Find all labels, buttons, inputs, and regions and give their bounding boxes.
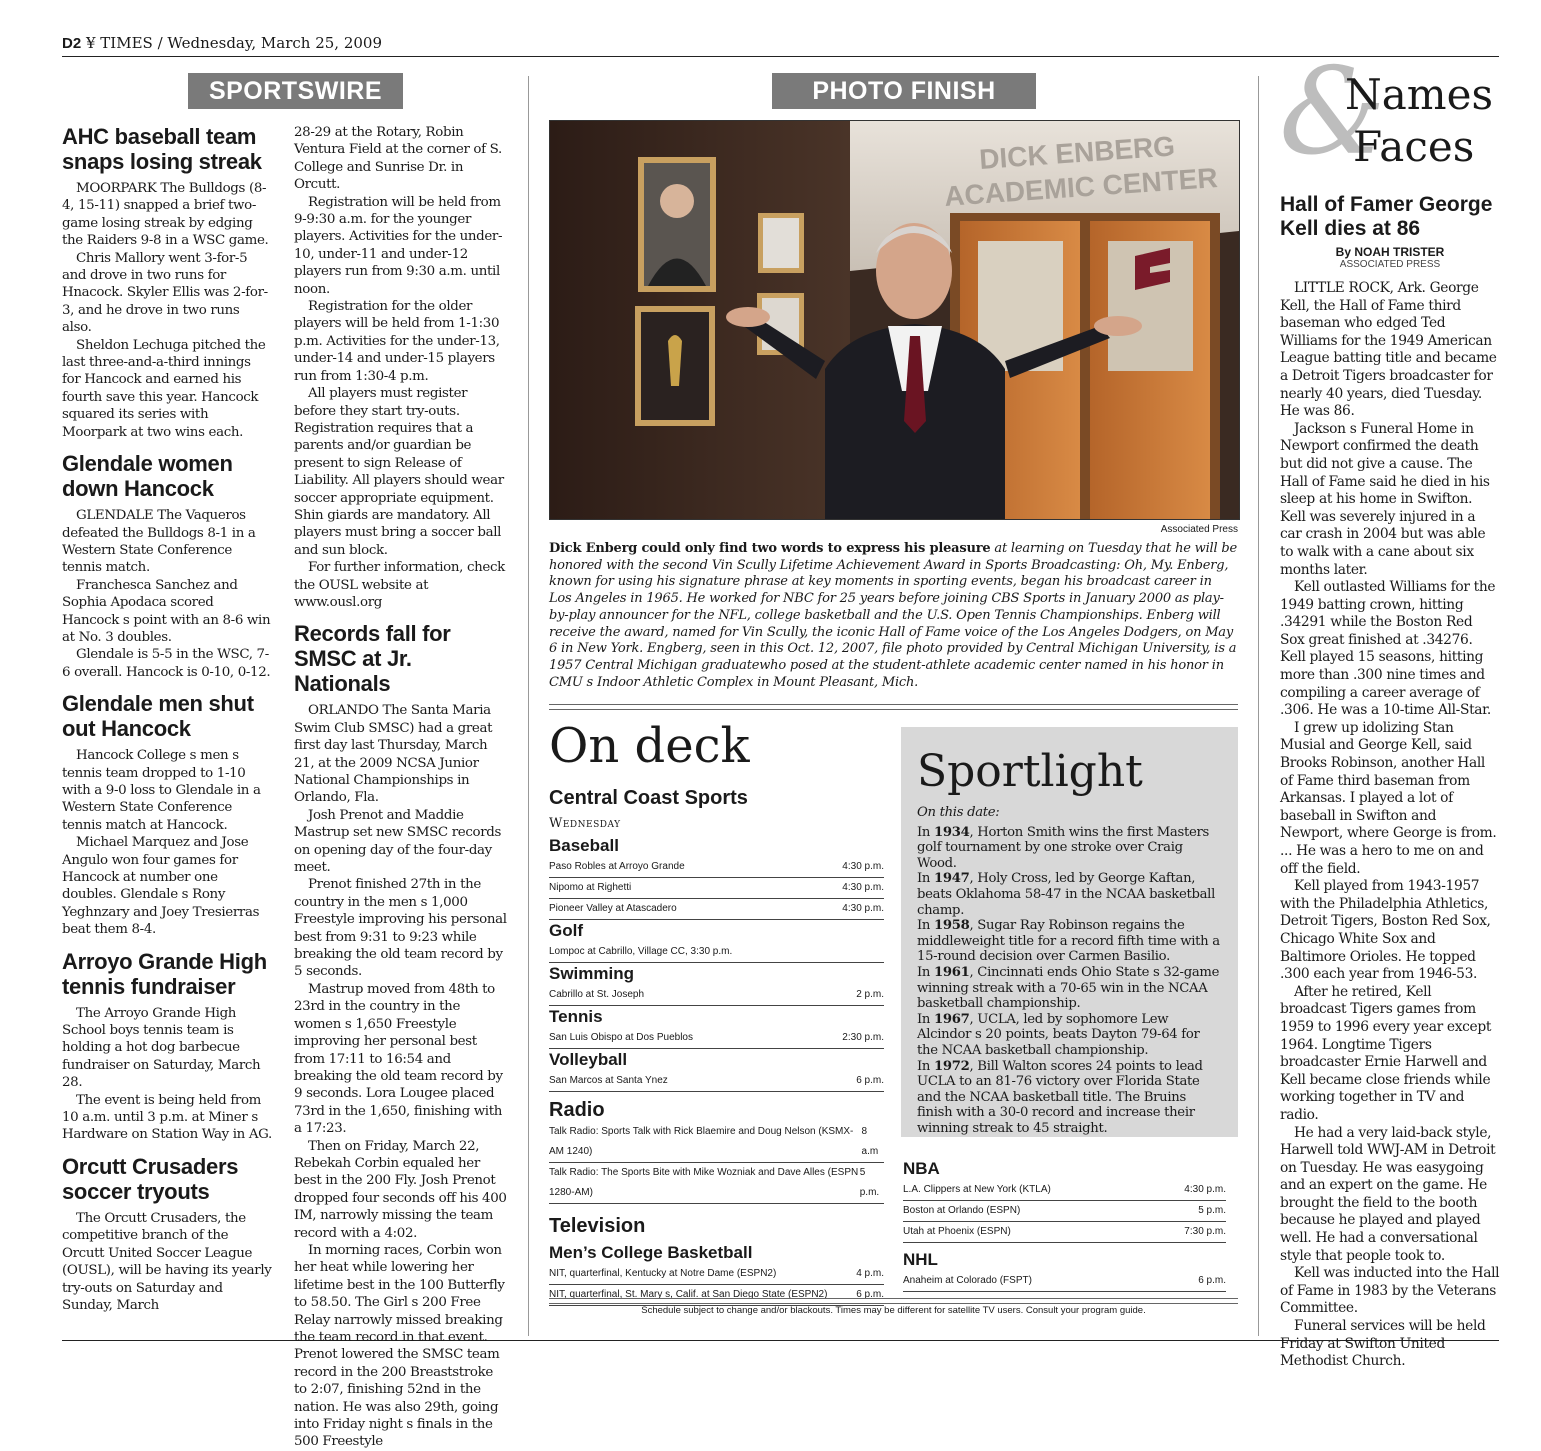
sportlight-text: , UCLA, led by sophomore Lew Alcindor s 20 points, beats Dayton 79-64 for the NCAA basketball championship. [917,1011,1200,1058]
sportlight-text: , Holy Cross, led by George Kaftan, beats Oklahoma 58-47 in the NCAA basketball champ. [917,871,1216,918]
page-number: D2 [62,35,82,52]
listing-time: 5 p.m. [1198,1205,1226,1216]
listing-row [903,1201,1226,1222]
story-headline: Glendale men shut out Hancock [62,691,254,742]
listing-row [549,878,884,899]
listing-time: 4 p.m. [856,1268,884,1279]
story-paragraph: The Orcutt Crusaders, the competitive branch of the Orcutt United Soccer League (OUSL), will be having its yearly try-outs on Saturday and Sunday, March [62,1210,272,1313]
photo-finish-banner: PHOTO FINISH [772,73,1036,109]
story-headline: Arroyo Grande High tennis fundraiser [62,948,267,999]
listing-event: San Luis Obispo at Dos Pueblos [549,1032,693,1043]
paper-name: ¥ TIMES [85,34,153,52]
kell-headline: Hall of Famer George Kell dies at 86 [1280,193,1493,240]
listing-event: San Marcos at Santa Ynez [549,1075,668,1086]
listing-row [549,899,884,920]
ampersand-mark: & [1279,43,1386,182]
television-heading: Television [549,1215,646,1237]
story-paragraph: Jackson s Funeral Home in Newport confirmed the death but did not give a cause. The Hall of Fame said he died in his sleep at his home in Swifton. Kell was severely injured in a car crash in 2004 but was able to walk with a cane about six months later. [1280,420,1490,578]
sportlight-year: 1934 [934,824,970,840]
story-paragraph: Sheldon Lechuga pitched the last three-and-a-third innings for Hancock and earned his fourth save this year. Hancock squared its series with Moorpark at two wins each. [62,337,266,440]
story-paragraph: Prenot finished 27th in the country in the men s 1,000 Freestyle improving his personal best from 9:31 to 9:23 while breaking the old team record by 5 seconds. [294,877,507,980]
listing-time: 6 p.m. [856,1289,884,1300]
names-faces-article [1280,193,1500,1371]
story-paragraph: I grew up idolizing Stan Musial and George Kell, said Brooks Robinson, another Hall of Fame third baseman from Arkansas. I played a lot of baseball in Swifton and Newport, where George is from. ... He was a hero to me on and off the field. [1280,719,1497,877]
listing-event: Talk Radio: The Sports Bite with Mike Wozniak and Dave Alles (ESPN 1280-AM) [549,1167,859,1198]
listing-time: 4:30 p.m. [842,882,884,893]
sportlight-item [917,965,1224,1012]
story-paragraph: GLENDALE The Vaqueros defeated the Bulldogs 8-1 in a Western State Conference tennis match. [62,508,256,576]
story-paragraph: Chris Mallory went 3-for-5 and drove in two runs for Hnacock. Skyler Ellis was 2-for-3, and he drove in two runs also. [62,250,268,336]
enberg-photo [549,120,1240,520]
story-paragraph: Funeral services will be held Friday at Swifton United Methodist Church. [1280,1318,1486,1370]
sportswire-column-1 [62,124,272,1314]
nhl-heading: NHL [903,1250,938,1269]
story-paragraph: The Arroyo Grande High School boys tennis team is holding a hot dog barbecue fundraiser on Saturday, March 28. [62,1005,261,1091]
story-paragraph: Michael Marquez and Jose Angulo won four games for Hancock at number one doubles. Glendale s Rony Yeghnzary and Joey Tresierras beat them 8-4. [62,835,260,938]
listing-event: Nipomo at Righetti [549,882,632,893]
sport-heading: Baseball [549,836,619,855]
sportlight-text: , Sugar Ray Robinson regains the middleweight title for a record fifth time with a 15-round decision over Carmen Basilio. [917,918,1220,965]
column-divider-right [1258,76,1259,1336]
sportlight-text: , Horton Smith wins the first Masters golf tournament by one stroke over Craig Wood. [917,824,1209,871]
story-paragraph: For further information, check the OUSL website at www.ousl.org [294,560,505,610]
photo-caption [549,541,1238,691]
listing-time: 2:30 p.m. [842,1032,884,1043]
listing-event: Pioneer Valley at Atascadero [549,903,677,914]
story-paragraph: Hancock College s men s tennis team dropped to 1-10 with a 9-0 loss to Glendale in a Western State Conference tennis match at Hancock. [62,748,261,833]
sportswire-banner: SPORTSWIRE [188,73,403,109]
sign-line-2: ACADEMIC CENTER [943,161,1219,212]
sport-groups [549,835,884,1092]
listing-time: 7:30 p.m. [1184,1226,1226,1237]
story-paragraph: All players must register before they start try-outs. Registration requires that a parents and/or guardian be present to sign Release of Liability. All players should wear soccer appropriate equipment. Shin giards are mandatory. All players must bring a soccer ball and sun block. [294,386,504,558]
sportlight-item [917,871,1224,918]
sportlight-box [901,727,1238,1137]
sportlight-in: In [917,964,934,980]
radio-heading: Radio [549,1099,605,1121]
byline-agency: ASSOCIATED PRESS [1339,259,1441,270]
story-paragraph: In morning races, Corbin won her heat while lowering her lifetime best in the 100 Butterfly to 58.50. The Girl s 200 Free Relay narrowly missed breaking the team record in that event. Prenot lowered the SMSC team record in the 200 Breaststroke to 2:07, finishing 52nd in the nation. He was also 29th, going into Friday night s finals in the 500 Freestyle [294,1242,505,1450]
column-divider-left [528,76,529,1336]
faces-word: Faces [1353,122,1475,171]
sport-heading: Tennis [549,1007,603,1026]
story-paragraph: He had a very laid-back style, Harwell told WWJ-AM in Detroit on Tuesday. He was easygoing and an expert on the game. He brought the field to the booth because he played and played well. He had a conversational style that people took to. [1280,1124,1496,1264]
sportlight-text: , Cincinnati ends Ohio State s 32-game winning streak with a 70-65 win in the NCAA basketball championship. [917,964,1220,1012]
sportlight-in: In [917,1011,934,1027]
listing-time: 4:30 p.m. [842,903,884,914]
listing-row [549,1028,884,1049]
listing-row [903,1180,1226,1201]
story-paragraph: Kell outlasted Williams for the 1949 batting crown, hitting .34291 while the Boston Red Sox great finished at .34276. Kell played 15 seasons, hitting more than .300 nine times and compiling a career average of .306. He was a 10-time All-Star. [1280,579,1496,719]
sportlight-in: In [917,1058,934,1074]
listing-event: Paso Robles at Arroyo Grande [549,861,685,872]
listing-event: NIT, quarterfinal, Kentucky at Notre Dame (ESPN2) [549,1268,777,1279]
story-paragraph: The event is being held from 10 a.m. until 3 p.m. at Miner s Hardware on Station Way in AG. [62,1092,272,1143]
story-paragraph: Franchesca Sanchez and Sophia Apodaca scored Hancock s point with an 8-6 win at No. 3 doubles. [62,577,271,645]
listing-time: 8 a.m [861,1126,879,1157]
sportlight-year: 1958 [934,918,970,934]
sportlight-year: 1961 [934,964,970,980]
listing-row [549,857,884,878]
schedule-day: Wednesday [549,816,621,831]
listing-row [549,1163,884,1204]
photo-credit: Associated Press [1160,524,1238,535]
listing-row [549,985,884,1006]
listing-event: L.A. Clippers at New York (KTLA) [903,1184,1051,1195]
sportlight-text: , Bill Walton scores 24 points to lead UCLA to an 81-76 victory over Florida State and the NCAA basketball title. The Bruins finish with a 30-0 record and increase their winning streak to 45 straight. [917,1058,1203,1136]
radio-listings [549,1122,884,1204]
listing-row [549,1122,884,1163]
listing-event: Boston at Orlando (ESPN) [903,1205,1021,1216]
sportlight-item [917,1059,1224,1137]
listing-time: 4:30 p.m. [1184,1184,1226,1195]
mens-college-basketball-heading: Men’s College Basketball [549,1243,753,1262]
kell-story [1280,280,1500,1371]
story-paragraph: Kell played from 1943-1957 with the Philadelphia Athletics, Detroit Tigers, Boston Red Sox, Chicago White Sox and Baltimore Orioles. He topped .300 each year from 1946-53. [1280,878,1491,983]
listing-time: 5 p.m. [859,1167,880,1198]
sportlight-item [917,918,1224,965]
nba-heading: NBA [903,1159,940,1178]
story-paragraph: 28-29 at the Rotary, Robin Ventura Field at the corner of S. College and Sunrise Dr. in Orcutt. [294,125,502,193]
listing-event: Anaheim at Colorado (FSPT) [903,1275,1032,1286]
listing-event: Utah at Phoenix (ESPN) [903,1226,1011,1237]
sportlight-in: In [917,824,934,840]
enberg-photo-illustration [550,121,1239,519]
schedule-footnote: Schedule subject to change and/or blackouts. Times may be different for satellite TV users. Consult your program guide. [641,1305,1146,1316]
sportswire-column-2 [294,124,508,1451]
sportlight-item [917,825,1224,872]
caption-body: at learning on Tuesday that he will be honored with the second Vin Scully Lifetime Achievement Award in Sports Broadcasting: Oh, My. Enberg, known for using his signature phrase at key moments in sporting events, began his broadcast career in Los Angeles in 1965. He worked for NBC for 25 years before joining CBS Sports in January 2000 as play-by-play announcer for the NFL, college basketball and the U.S. Open Tennis Championships. Enberg will receive the award, named for Vin Scully, the iconic Hall of Fame voice of the Los Angeles Dodgers, on May 6 in New York. Engberg, seen in this Oct. 12, 2007, file photo provided by Central Michigan University, is a 1957 Central Michigan graduatewho posed at the student-athlete academic center named in his honor in CMU s Indoor Athletic Complex in Mount Pleasant, Mich. [549,541,1238,690]
sportlight-year: 1972 [934,1058,970,1074]
listing-row [549,1071,884,1092]
sport-heading: Volleyball [549,1050,628,1069]
on-deck-schedule [549,786,884,1306]
page-folio [62,34,382,52]
names-faces-logo [1279,43,1499,182]
listing-time: 2 p.m. [856,989,884,1000]
sign-line-1: DICK ENBERG [978,130,1176,175]
story-headline: AHC baseball team snaps losing streak [62,124,262,174]
listing-row [903,1271,1226,1292]
listing-event: NIT, quarterfinal, St. Mary s, Calif. at San Diego State (ESPN2) [549,1289,828,1300]
listing-event: Talk Radio: Sports Talk with Rick Blaemire and Doug Nelson (KSMX-AM 1240) [549,1126,854,1157]
story-headline: Records fall for SMSC at Jr. Nationals [294,621,451,697]
story-paragraph: Kell was inducted into the Hall of Fame in 1983 by the Veterans Committee. [1280,1265,1500,1317]
story-paragraph: Registration will be held from 9-9:30 a.m. for the younger players. Activities for the under-10, under-11 and under-12 players run from 9:30 a.m. until noon. [294,194,503,297]
nba-listings [903,1180,1226,1243]
story-paragraph: Glendale is 5-5 in the WSC, 7-6 overall. Hancock is 0-10, 0-12. [62,647,271,680]
sport-heading: Golf [549,921,583,940]
story-paragraph: Mastrup moved from 48th to 23rd in the country in the women s 1,650 Freestyle improving her personal best from 17:11 to 16:54 and breaking the old team record by 9 seconds. Lora Lougee placed 73rd in the 1,650, finishing with a 17:23. [294,981,503,1137]
schedule-bottom-rule [549,1298,1238,1304]
story-headline: Orcutt Crusaders soccer tryouts [62,1153,239,1204]
folio-date: Wednesday, March 25, 2009 [167,34,382,52]
nhl-listings [903,1271,1226,1292]
sportlight-in: In [917,918,934,934]
listing-row [903,1222,1226,1243]
byline: By NOAH TRISTER [1335,245,1445,259]
on-deck-title: On deck [549,718,750,774]
story-paragraph: Registration for the older players will be held from 1-1:30 p.m. Activities for the under-13, under-14 and under-15 players run from 1:30-4 p.m. [294,299,500,384]
caption-lead: Dick Enberg could only find two words to express his pleasure [549,541,991,556]
sportlight-in: In [917,871,934,887]
sport-heading: Swimming [549,964,635,983]
story-paragraph: MOORPARK The Bulldogs (8-4, 15-11) snapped a brief two-game losing streak by edging the Raiders 9-8 in a WSC game. [62,181,269,249]
story-paragraph: After he retired, Kell broadcast Tigers games from 1959 to 1996 every year except 1964. Longtime Tigers broadcaster Ernie Harwell and Kell became close friends while working together in TV and radio. [1280,983,1492,1123]
story-paragraph: Then on Friday, March 22, Rebekah Corbin equaled her best in the 200 Fly. Josh Prenot dropped four seconds off his 400 IM, narrowly missing the team record with a 4:02. [294,1138,507,1241]
sportlight-title: Sportlight [917,746,1143,797]
sportlight-year: 1947 [934,871,970,887]
central-coast-heading: Central Coast Sports [549,787,748,809]
listing-time: 6 p.m. [1198,1275,1226,1286]
names-word: Names [1345,70,1494,119]
listing-row [549,1264,884,1285]
listing-event: Cabrillo at St. Joseph [549,989,645,1000]
caption-rule [549,704,1238,710]
story-paragraph: ORLANDO The Santa Maria Swim Club SMSC) had a great first day last Thursday, March 21, at the 2009 NCSA Junior National Championships in Orlando, Fla. [294,703,493,806]
story-paragraph: Josh Prenot and Maddie Mastrup set new SMSC records on opening day of the four-day meet. [294,807,501,876]
story-paragraph: LITTLE ROCK, Ark. George Kell, the Hall of Fame third baseman who edged Ted Williams for the 1949 American League batting title and became a Detroit Tigers broadcaster for nearly 40 years, died Tuesday. He was 86. [1280,280,1497,420]
pro-listings [903,1158,1226,1292]
listing-time: 4:30 p.m. [842,861,884,872]
story-headline: Glendale women down Hancock [62,451,233,502]
listing-row [549,942,884,963]
sportlight-items [917,825,1224,1137]
sportlight-year: 1967 [934,1011,970,1027]
listing-event: Lompoc at Cabrillo, Village CC, 3:30 p.m. [549,946,733,957]
sportlight-intro: On this date: [917,805,1000,820]
listing-time: 6 p.m. [856,1075,884,1086]
folio-separator: / [157,34,163,52]
sportlight-item [917,1012,1224,1059]
